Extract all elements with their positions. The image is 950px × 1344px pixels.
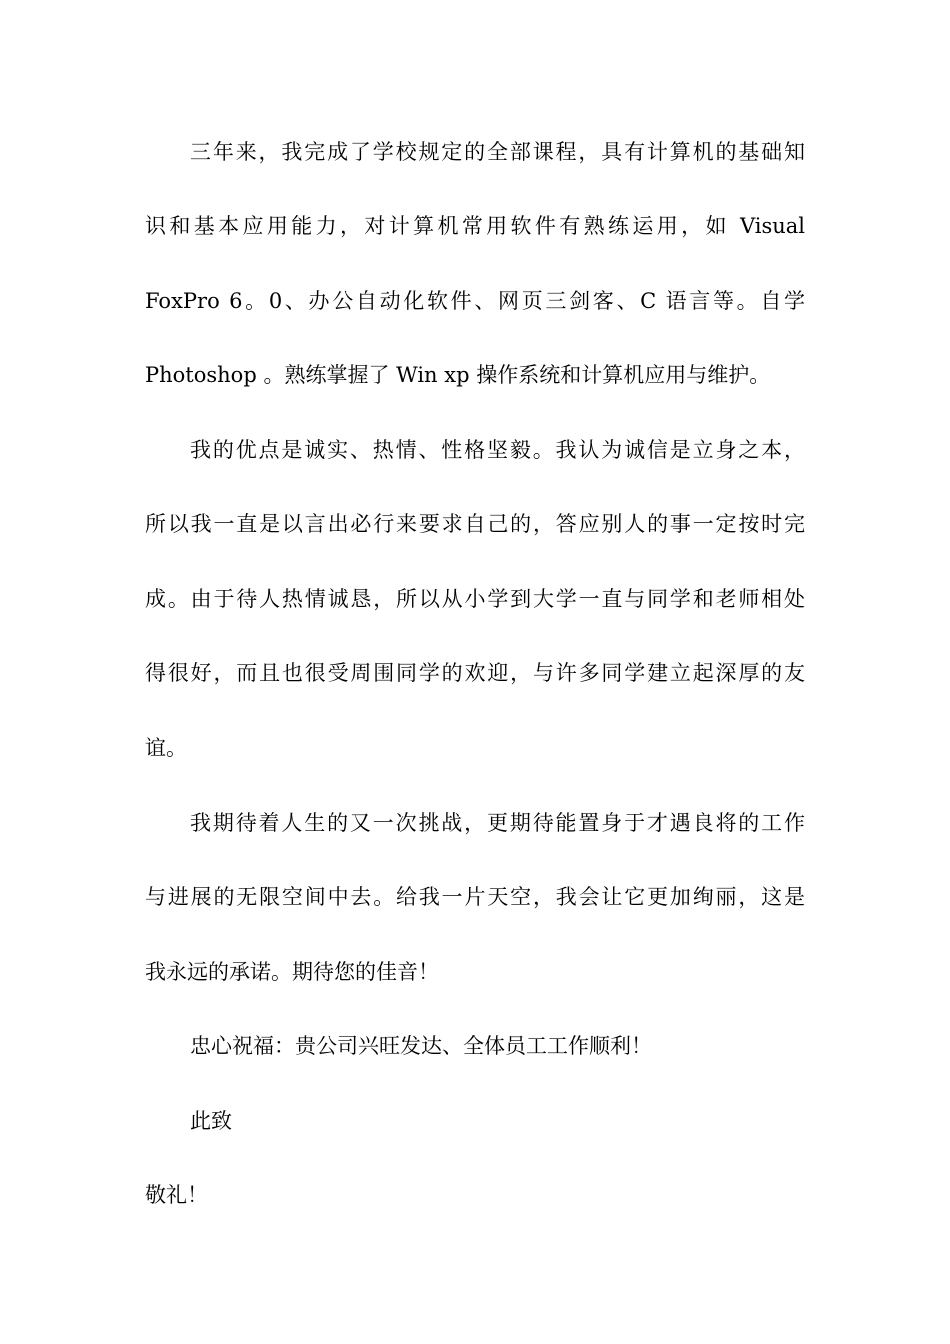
paragraph-3-line-3: 我永远的承诺。期待您的佳音！ — [145, 960, 439, 984]
closing-salutation: 此致 — [190, 1109, 232, 1133]
paragraph-2-line-2: 所以我一直是以言出必行来要求自己的，答应别人的事一定按时完 — [145, 512, 805, 536]
paragraph-3-line-2: 与进展的无限空间中去。给我一片天空，我会让它更加绚丽，这是 — [145, 885, 805, 909]
closing-regards: 敬礼！ — [145, 1183, 208, 1207]
paragraph-1-line-3: FoxPro 6。0、办公自动化软件、网页三剑客、C 语言等。自学 — [145, 289, 805, 313]
paragraph-1-line-4: Photoshop 。熟练掌握了 Win xp 操作系统和计算机应用与维护。 — [145, 363, 771, 387]
paragraph-2-line-4: 得很好，而且也很受周围同学的欢迎，与许多同学建立起深厚的友 — [145, 661, 805, 685]
paragraph-1-line-2: 识和基本应用能力，对计算机常用软件有熟练运用，如 Visual — [145, 214, 805, 238]
paragraph-3-line-1: 我期待着人生的又一次挑战，更期待能置身于才遇良将的工作 — [190, 811, 805, 835]
paragraph-1-line-1: 三年来，我完成了学校规定的全部课程，具有计算机的基础知 — [190, 140, 805, 164]
wishes-line: 忠心祝福：贵公司兴旺发达、全体员工工作顺利！ — [190, 1034, 652, 1058]
paragraph-2-line-1: 我的优点是诚实、热情、性格坚毅。我认为诚信是立身之本， — [190, 438, 805, 462]
paragraph-2-line-3: 成。由于待人热情诚恳，所以从小学到大学一直与同学和老师相处 — [145, 587, 805, 611]
paragraph-2-line-5: 谊。 — [145, 736, 187, 760]
